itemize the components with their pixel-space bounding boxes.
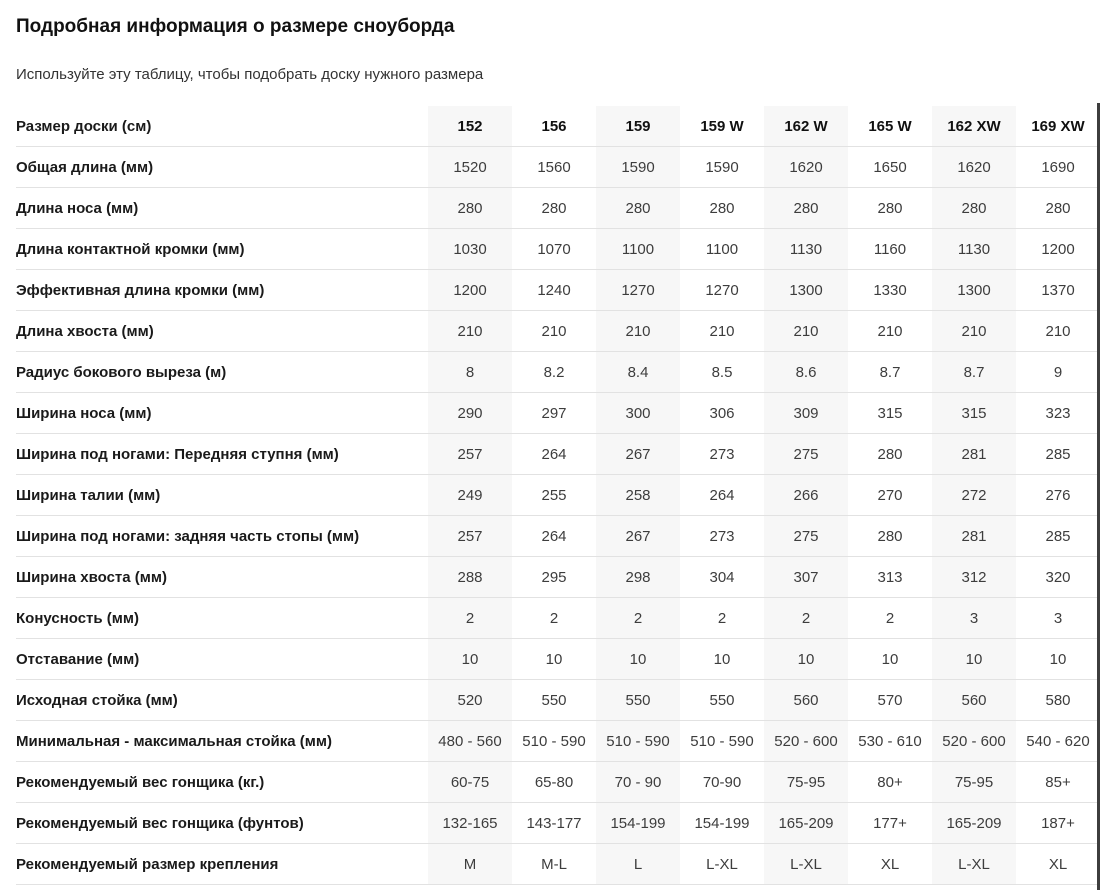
cell-value: 280	[848, 516, 932, 557]
row-label: Рекомендуемый вес гонщика (фунтов)	[16, 803, 428, 844]
cell-value: 1590	[680, 147, 764, 188]
cell-value: 320	[1016, 557, 1100, 598]
column-header: 165 W	[848, 106, 932, 147]
cell-value: 1030	[428, 229, 512, 270]
column-header: 162 XW	[932, 106, 1016, 147]
table-row	[16, 147, 1100, 188]
cell-value: 10	[932, 639, 1016, 680]
cell-value: 2	[764, 598, 848, 639]
cell-value: 275	[764, 434, 848, 475]
cell-value: 210	[932, 311, 1016, 352]
cell-value: L	[596, 844, 680, 885]
cell-value: 295	[512, 557, 596, 598]
cell-value: 1070	[512, 229, 596, 270]
table-row	[16, 229, 1100, 270]
column-header: 169 XW	[1016, 106, 1100, 147]
cell-value: 1620	[764, 147, 848, 188]
cell-value: 1130	[764, 229, 848, 270]
cell-value: 520 - 600	[932, 721, 1016, 762]
cell-value: 1520	[428, 147, 512, 188]
cell-value: 520 - 600	[764, 721, 848, 762]
row-label: Рекомендуемый размер крепления	[16, 844, 428, 885]
cell-value: 75-95	[764, 762, 848, 803]
cell-value: 290	[428, 393, 512, 434]
column-header: 159	[596, 106, 680, 147]
cell-value: 288	[428, 557, 512, 598]
cell-value: 281	[932, 434, 1016, 475]
cell-value: XL	[848, 844, 932, 885]
row-label: Ширина носа (мм)	[16, 393, 428, 434]
row-label: Размер доски (см)	[16, 106, 428, 147]
row-label: Общая длина (мм)	[16, 147, 428, 188]
cell-value: 249	[428, 475, 512, 516]
column-header: 162 W	[764, 106, 848, 147]
row-label: Длина носа (мм)	[16, 188, 428, 229]
snowboard-spec-table	[16, 106, 1100, 885]
row-label: Исходная стойка (мм)	[16, 680, 428, 721]
row-label: Ширина хвоста (мм)	[16, 557, 428, 598]
cell-value: 8.6	[764, 352, 848, 393]
cell-value: 8.4	[596, 352, 680, 393]
cell-value: M	[428, 844, 512, 885]
cell-value: 280	[596, 188, 680, 229]
cell-value: 8.7	[848, 352, 932, 393]
cell-value: 307	[764, 557, 848, 598]
row-label: Конусность (мм)	[16, 598, 428, 639]
cell-value: 272	[932, 475, 1016, 516]
cell-value: 10	[1016, 639, 1100, 680]
cell-value: 275	[764, 516, 848, 557]
cell-value: 2	[428, 598, 512, 639]
table-row	[16, 311, 1100, 352]
table-row	[16, 844, 1100, 885]
cell-value: 210	[512, 311, 596, 352]
column-header: 152	[428, 106, 512, 147]
cell-value: 273	[680, 434, 764, 475]
cell-value: 285	[1016, 516, 1100, 557]
table-row	[16, 639, 1100, 680]
cell-value: 323	[1016, 393, 1100, 434]
table-row	[16, 598, 1100, 639]
row-label: Ширина под ногами: задняя часть стопы (мм)	[16, 516, 428, 557]
table-row	[16, 393, 1100, 434]
table-row	[16, 516, 1100, 557]
cell-value: 560	[764, 680, 848, 721]
cell-value: 267	[596, 516, 680, 557]
cell-value: 560	[932, 680, 1016, 721]
cell-value: 2	[596, 598, 680, 639]
cell-value: 285	[1016, 434, 1100, 475]
cell-value: 1690	[1016, 147, 1100, 188]
row-label: Длина хвоста (мм)	[16, 311, 428, 352]
cell-value: 257	[428, 434, 512, 475]
cell-value: 550	[680, 680, 764, 721]
cell-value: 1330	[848, 270, 932, 311]
cell-value: 1590	[596, 147, 680, 188]
cell-value: 309	[764, 393, 848, 434]
cell-value: 580	[1016, 680, 1100, 721]
cell-value: 85+	[1016, 762, 1100, 803]
row-label: Эффективная длина кромки (мм)	[16, 270, 428, 311]
cell-value: 65-80	[512, 762, 596, 803]
cell-value: 132-165	[428, 803, 512, 844]
column-header: 156	[512, 106, 596, 147]
cell-value: 280	[512, 188, 596, 229]
cell-value: 280	[932, 188, 1016, 229]
cell-value: 257	[428, 516, 512, 557]
cell-value: 154-199	[680, 803, 764, 844]
cell-value: 281	[932, 516, 1016, 557]
table-row	[16, 188, 1100, 229]
cell-value: 258	[596, 475, 680, 516]
cell-value: 264	[680, 475, 764, 516]
cell-value: 210	[848, 311, 932, 352]
cell-value: 300	[596, 393, 680, 434]
cell-value: 480 - 560	[428, 721, 512, 762]
table-row	[16, 557, 1100, 598]
cell-value: 70-90	[680, 762, 764, 803]
cell-value: 280	[1016, 188, 1100, 229]
cell-value: 530 - 610	[848, 721, 932, 762]
table-row	[16, 434, 1100, 475]
row-label: Радиус бокового выреза (м)	[16, 352, 428, 393]
cell-value: 266	[764, 475, 848, 516]
cell-value: 10	[428, 639, 512, 680]
cell-value: 9	[1016, 352, 1100, 393]
cell-value: 165-209	[764, 803, 848, 844]
page-subtitle: Используйте эту таблицу, чтобы подобрать доску нужного размера	[16, 66, 484, 83]
cell-value: 210	[428, 311, 512, 352]
cell-value: 1300	[764, 270, 848, 311]
cell-value: 177+	[848, 803, 932, 844]
cell-value: 540 - 620	[1016, 721, 1100, 762]
cell-value: 264	[512, 434, 596, 475]
cell-value: 313	[848, 557, 932, 598]
table-row	[16, 721, 1100, 762]
cell-value: 267	[596, 434, 680, 475]
cell-value: 1160	[848, 229, 932, 270]
cell-value: 255	[512, 475, 596, 516]
cell-value: 280	[428, 188, 512, 229]
cell-value: 154-199	[596, 803, 680, 844]
cell-value: 143-177	[512, 803, 596, 844]
cell-value: 165-209	[932, 803, 1016, 844]
cell-value: 570	[848, 680, 932, 721]
cell-value: 1620	[932, 147, 1016, 188]
table-row	[16, 680, 1100, 721]
cell-value: 1100	[596, 229, 680, 270]
cell-value: 2	[680, 598, 764, 639]
row-label: Отставание (мм)	[16, 639, 428, 680]
cell-value: 510 - 590	[596, 721, 680, 762]
cell-value: 1130	[932, 229, 1016, 270]
cell-value: 280	[680, 188, 764, 229]
cell-value: 3	[932, 598, 1016, 639]
cell-value: 273	[680, 516, 764, 557]
cell-value: 3	[1016, 598, 1100, 639]
cell-value: 8.7	[932, 352, 1016, 393]
cell-value: 315	[848, 393, 932, 434]
cell-value: 10	[680, 639, 764, 680]
cell-value: 1100	[680, 229, 764, 270]
cell-value: 10	[764, 639, 848, 680]
cell-value: 264	[512, 516, 596, 557]
header-row	[16, 106, 1100, 147]
cell-value: 280	[848, 188, 932, 229]
cell-value: 510 - 590	[512, 721, 596, 762]
row-label: Рекомендуемый вес гонщика (кг.)	[16, 762, 428, 803]
row-label: Минимальная - максимальная стойка (мм)	[16, 721, 428, 762]
page-title: Подробная информация о размере сноуборда	[16, 16, 455, 37]
cell-value: 10	[848, 639, 932, 680]
cell-value: 2	[512, 598, 596, 639]
cell-value: 1270	[680, 270, 764, 311]
cell-value: 1240	[512, 270, 596, 311]
cell-value: L-XL	[764, 844, 848, 885]
cell-value: 8.5	[680, 352, 764, 393]
cell-value: 520	[428, 680, 512, 721]
cell-value: 210	[764, 311, 848, 352]
cell-value: 550	[596, 680, 680, 721]
cell-value: L-XL	[932, 844, 1016, 885]
cell-value: 8.2	[512, 352, 596, 393]
cell-value: 550	[512, 680, 596, 721]
cell-value: 276	[1016, 475, 1100, 516]
cell-value: 1560	[512, 147, 596, 188]
cell-value: 75-95	[932, 762, 1016, 803]
cell-value: 210	[1016, 311, 1100, 352]
cell-value: 2	[848, 598, 932, 639]
cell-value: XL	[1016, 844, 1100, 885]
cell-value: 210	[680, 311, 764, 352]
cell-value: 304	[680, 557, 764, 598]
cell-value: 315	[932, 393, 1016, 434]
table-row	[16, 803, 1100, 844]
cell-value: 270	[848, 475, 932, 516]
row-label: Ширина под ногами: Передняя ступня (мм)	[16, 434, 428, 475]
cell-value: 312	[932, 557, 1016, 598]
cell-value: 280	[764, 188, 848, 229]
cell-value: 306	[680, 393, 764, 434]
cell-value: 10	[596, 639, 680, 680]
cell-value: 60-75	[428, 762, 512, 803]
cell-value: 8	[428, 352, 512, 393]
cell-value: 1270	[596, 270, 680, 311]
cell-value: 280	[848, 434, 932, 475]
cell-value: 1370	[1016, 270, 1100, 311]
cell-value: 510 - 590	[680, 721, 764, 762]
cell-value: 1200	[1016, 229, 1100, 270]
table-row	[16, 762, 1100, 803]
column-header: 159 W	[680, 106, 764, 147]
cell-value: 70 - 90	[596, 762, 680, 803]
cell-value: M-L	[512, 844, 596, 885]
table-row	[16, 475, 1100, 516]
cell-value: 187+	[1016, 803, 1100, 844]
cell-value: 10	[512, 639, 596, 680]
cell-value: 297	[512, 393, 596, 434]
cell-value: L-XL	[680, 844, 764, 885]
cell-value: 298	[596, 557, 680, 598]
table-row	[16, 352, 1100, 393]
cell-value: 210	[596, 311, 680, 352]
cell-value: 80+	[848, 762, 932, 803]
row-label: Длина контактной кромки (мм)	[16, 229, 428, 270]
cell-value: 1300	[932, 270, 1016, 311]
row-label: Ширина талии (мм)	[16, 475, 428, 516]
table-row	[16, 270, 1100, 311]
spec-table-body	[16, 106, 1100, 885]
cell-value: 1200	[428, 270, 512, 311]
cell-value: 1650	[848, 147, 932, 188]
